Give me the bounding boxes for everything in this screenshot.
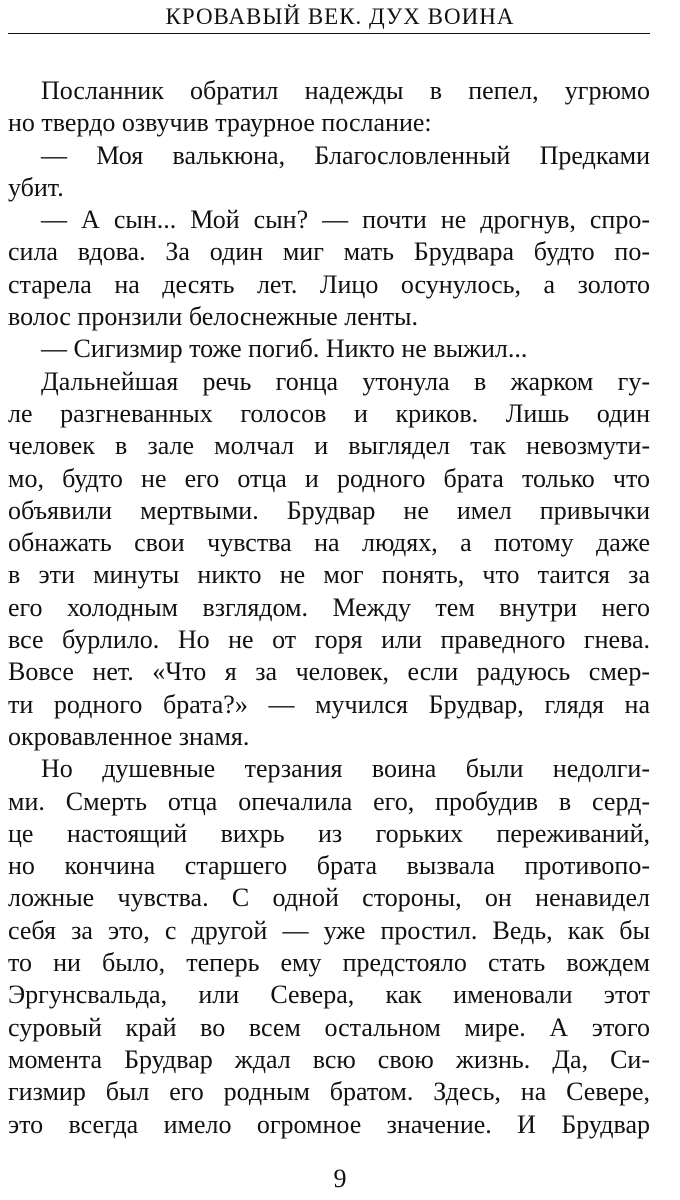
text-line: сила вдова. За один миг мать Брудвара будто по-	[8, 237, 650, 267]
text-line: Посланник обратил надежды в пепел, угрюмо	[41, 76, 650, 105]
text-line: Но душевные терзания воина были недолги-	[41, 754, 650, 784]
text-line: человек в зале молчал и выглядел так невозмути-	[8, 431, 650, 461]
text-line: в эти минуты никто не мог понять, что таится за	[8, 560, 650, 590]
text-line: все бурлило. Но не от горя или праведного гнева.	[8, 625, 650, 655]
text-line: це настоящий вихрь из горьких переживаний,	[8, 818, 650, 848]
text-line: гизмир был его родным братом. Здесь, на Севере,	[8, 1077, 650, 1107]
text-line: Вовсе нет. «Что я за человек, если радуюсь смер-	[8, 657, 650, 687]
text-line: то ни было, теперь ему предстояло стать вождем	[8, 948, 650, 978]
text-line: ти родного брата?» — мучился Брудвар, глядя на	[8, 689, 650, 719]
text-line: — А сын... Мой сын? — почти не дрогнув, спро-	[41, 205, 650, 235]
text-line: убит.	[8, 172, 64, 202]
page-number: 9	[333, 1164, 347, 1193]
text-line: себя за это, с другой — уже простил. Ведь, как бы	[8, 915, 650, 945]
text-line: Дальнейшая речь гонца утонула в жарком гу-	[41, 366, 650, 396]
header-rule	[8, 33, 650, 34]
text-line: момента Брудвар ждал всю свою жизнь. Да, Си-	[8, 1044, 650, 1074]
text-line: — Моя валькюна, Благословленный Предками	[41, 140, 650, 170]
text-line: суровый край во всем остальном мире. А этого	[8, 1012, 650, 1042]
body-text	[8, 75, 650, 1141]
text-line: старела на десять лет. Лицо осунулось, а золото	[8, 269, 650, 299]
text-line: ложные чувства. С одной стороны, он ненавидел	[8, 883, 650, 913]
text-line: объявили мертвыми. Брудвар не имел привычки	[8, 495, 650, 525]
text-line: обнажать свои чувства на людях, а потому даже	[8, 528, 650, 558]
text-line: мо, будто не его отца и родного брата только что	[8, 463, 650, 493]
text-line: волос пронзили белоснежные ленты.	[8, 302, 419, 332]
text-line: окровавленное знамя.	[8, 721, 250, 751]
text-line: но твердо озвучив траурное послание:	[8, 108, 432, 138]
text-line: его холодным взглядом. Между тем внутри него	[8, 592, 650, 622]
text-line: ле разгневанных голосов и криков. Лишь один	[8, 398, 650, 428]
text-line: но кончина старшего брата вызвала противопо-	[8, 851, 650, 881]
text-line: Эргунсвальда, или Севера, как именовали этот	[8, 980, 650, 1010]
running-head: КРОВАВЫЙ ВЕК. ДУХ ВОИНА	[165, 4, 515, 29]
text-line: это всегда имело огромное значение. И Брудвар	[8, 1109, 650, 1139]
text-line: — Сигизмир тоже погиб. Никто не выжил...	[41, 334, 528, 364]
text-line: ми. Смерть отца опечалила его, пробудив в серд-	[8, 786, 650, 816]
